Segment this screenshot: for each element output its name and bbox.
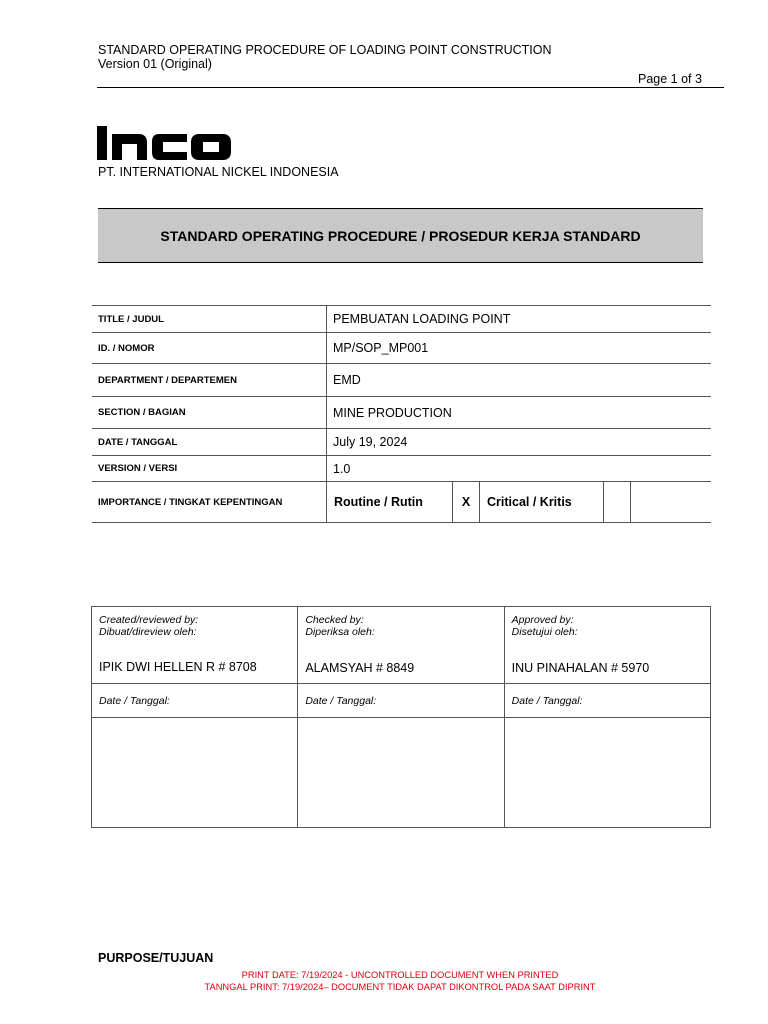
document-title: STANDARD OPERATING PROCEDURE OF LOADING POINT CONSTRUCTION xyxy=(98,43,552,57)
creator-role-id: Dibuat/direview oleh: xyxy=(99,626,197,638)
title-value: PEMBUATAN LOADING POINT xyxy=(327,306,712,333)
table-row xyxy=(92,684,711,718)
department-value: EMD xyxy=(327,364,712,397)
table-row xyxy=(92,333,711,364)
header-divider xyxy=(97,87,724,88)
section-value: MINE PRODUCTION xyxy=(327,397,712,429)
inco-logo xyxy=(97,122,232,164)
purpose-heading: PURPOSE/TUJUAN xyxy=(98,951,214,965)
print-notice-en: PRINT DATE: 7/19/2024 - UNCONTROLLED DOCUMENT WHEN PRINTED xyxy=(241,970,559,980)
id-label: ID. / NOMOR xyxy=(92,333,327,364)
checker-signature-box xyxy=(298,718,504,828)
checker-name: ALAMSYAH # 8849 xyxy=(305,661,415,675)
empty-cell xyxy=(631,482,711,522)
critical-checkbox xyxy=(603,482,631,522)
approver-role-id: Disetujui oleh: xyxy=(511,626,578,638)
table-row xyxy=(92,456,711,482)
version-value: 1.0 xyxy=(327,456,712,482)
document-info-table xyxy=(92,305,711,523)
table-row xyxy=(92,607,711,684)
signature-table xyxy=(91,606,711,828)
creator-role-en: Created/reviewed by: xyxy=(99,614,199,626)
date-value: July 19, 2024 xyxy=(327,429,712,456)
routine-label: Routine / Rutin xyxy=(334,495,423,509)
table-row xyxy=(92,364,711,397)
table-row xyxy=(92,718,711,828)
id-value: MP/SOP_MP001 xyxy=(327,333,712,364)
version-label: VERSION / VERSI xyxy=(92,456,327,482)
checker-date-label: Date / Tanggal: xyxy=(298,684,504,718)
creator-cell xyxy=(92,607,298,684)
creator-name: IPIK DWI HELLEN R # 8708 xyxy=(99,660,257,674)
importance-options xyxy=(327,482,712,523)
page-number: Page 1 of 3 xyxy=(638,72,702,86)
critical-label: Critical / Kritis xyxy=(487,495,572,509)
date-label: DATE / TANGGAL xyxy=(92,429,327,456)
creator-signature-box xyxy=(92,718,298,828)
document-version: Version 01 (Original) xyxy=(98,57,212,71)
approver-name: INU PINAHALAN # 5970 xyxy=(511,661,650,675)
checker-role-en: Checked by: xyxy=(305,614,364,626)
routine-checkbox: X xyxy=(452,482,480,522)
approver-role-en: Approved by: xyxy=(511,614,574,626)
approver-date-label: Date / Tanggal: xyxy=(504,684,710,718)
table-row xyxy=(92,429,711,456)
table-row xyxy=(92,306,711,333)
title-label: TITLE / JUDUL xyxy=(92,306,327,333)
checker-role-id: Diperiksa oleh: xyxy=(305,626,375,638)
creator-date-label: Date / Tanggal: xyxy=(92,684,298,718)
department-label: DEPARTMENT / DEPARTEMEN xyxy=(92,364,327,397)
importance-label: IMPORTANCE / TINGKAT KEPENTINGAN xyxy=(92,482,327,523)
sop-banner: STANDARD OPERATING PROCEDURE / PROSEDUR KERJA STANDARD xyxy=(98,208,703,263)
company-name: PT. INTERNATIONAL NICKEL INDONESIA xyxy=(98,165,339,179)
print-notice-id: TANNGAL PRINT: 7/19/2024– DOCUMENT TIDAK DAPAT DIKONTROL PADA SAAT DIPRINT xyxy=(204,982,596,992)
table-row xyxy=(92,482,711,523)
svg-text:INCO: INCO xyxy=(97,122,100,123)
approver-cell xyxy=(504,607,710,684)
section-label: SECTION / BAGIAN xyxy=(92,397,327,429)
table-row xyxy=(92,397,711,429)
checker-cell xyxy=(298,607,504,684)
approver-signature-box xyxy=(504,718,710,828)
